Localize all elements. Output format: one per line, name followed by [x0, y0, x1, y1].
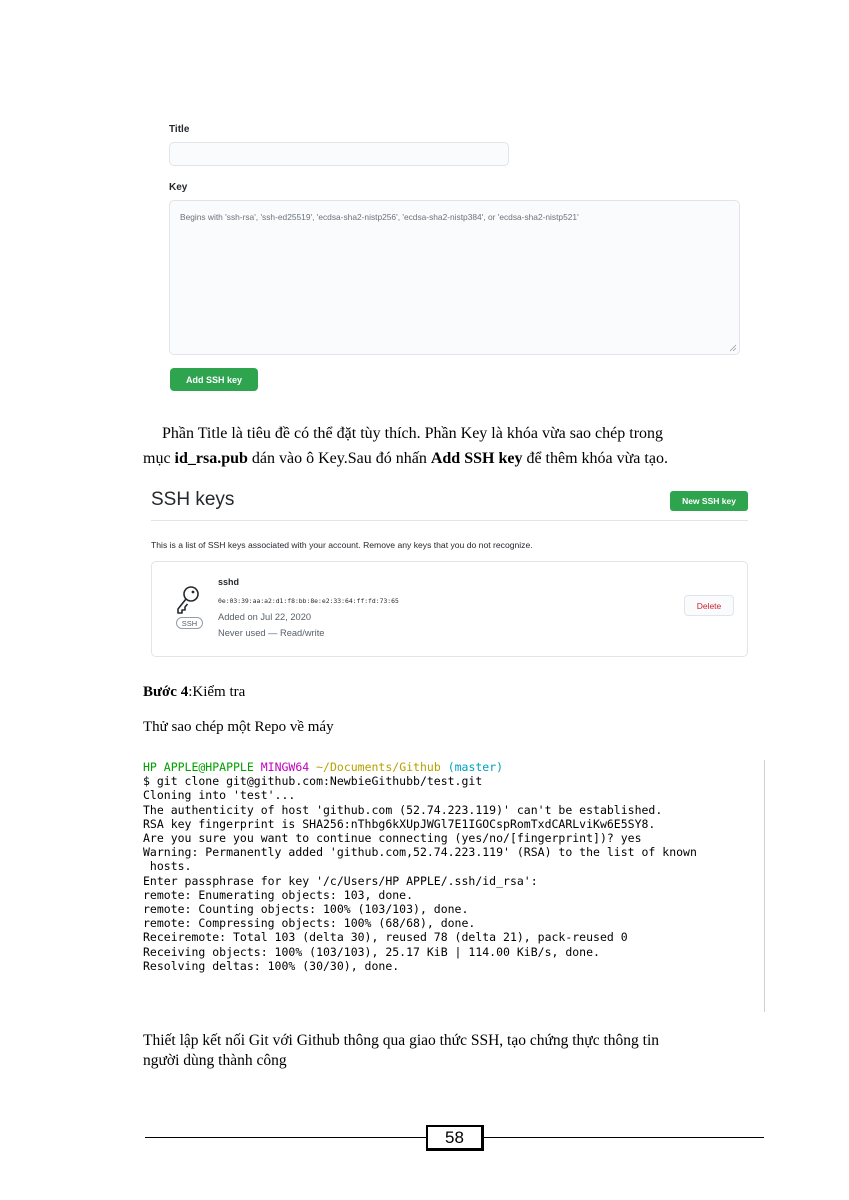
page-number: 58: [426, 1125, 484, 1151]
add-ssh-key-button[interactable]: Add SSH key: [170, 368, 258, 391]
footer-rule-right: [484, 1137, 764, 1138]
ssh-key-card: [151, 561, 748, 657]
conclusion-line-2: người dùng thành công: [143, 1052, 287, 1069]
key-textarea[interactable]: [169, 200, 740, 355]
key-fingerprint: 0e:03:39:aa:a2:d1:f8:bb:8e:e2:33:64:ff:fd:73:65: [218, 597, 399, 605]
title-input[interactable]: [169, 142, 509, 166]
ssh-keys-heading: SSH keys: [151, 489, 235, 510]
resize-grip-icon[interactable]: [729, 344, 737, 352]
terminal-line: $ git clone git@github.com:NewbieGithubb/test.git: [143, 774, 483, 789]
terminal-line: RSA key fingerprint is SHA256:nThbg6kXUpJWGl7E1IGOCspRomTxdCARLviKw6E5SY8.: [143, 816, 656, 831]
step-heading: [143, 684, 245, 701]
title-label: Title: [169, 124, 190, 135]
terminal-line: remote: Enumerating objects: 103, done.: [143, 887, 414, 902]
step-text: :Kiểm tra: [188, 684, 246, 700]
terminal-line: remote: Compressing objects: 100% (68/68), done.: [143, 916, 476, 931]
key-name: sshd: [218, 577, 240, 587]
prompt-branch: (master): [447, 760, 504, 774]
terminal-line: Are you sure you want to continue connecting (yes/no/[fingerprint])? yes: [143, 831, 642, 846]
prompt-path: ~/Documents/Github: [316, 760, 441, 774]
key-icon: [175, 585, 201, 615]
divider: [151, 520, 748, 521]
terminal-line: Cloning into 'test'...: [143, 788, 296, 803]
terminal-line: Enter passphrase for key '/c/Users/HP APPLE/.ssh/id_rsa':: [143, 873, 538, 888]
paragraph-line-2: [143, 446, 668, 471]
filename-bold: id_rsa.pub: [174, 450, 248, 467]
paragraph-text: để thêm khóa vừa tạo.: [522, 450, 668, 467]
ssh-keys-description: This is a list of SSH keys associated with your account. Remove any keys that you do not recognize.: [151, 540, 533, 550]
terminal-line: hosts.: [143, 859, 192, 874]
key-placeholder: Begins with 'ssh-rsa', 'ssh-ed25519', 'ecdsa-sha2-nistp256', 'ecdsa-sha2-nistp384', or 'ecdsa-sha2-nistp521': [180, 212, 579, 222]
terminal-line: Warning: Permanently added 'github.com,52.74.223.119' (RSA) to the list of known: [143, 845, 697, 860]
delete-key-button[interactable]: Delete: [684, 595, 734, 616]
button-name-bold: Add SSH key: [430, 450, 523, 467]
paragraph-text: dán vào ô Key.Sau đó nhấn: [247, 450, 431, 467]
step-label: Bước 4: [143, 684, 189, 700]
terminal-scrollbar: [764, 760, 765, 1012]
prompt-user: HP APPLE@HPAPPLE: [143, 760, 254, 774]
key-usage: Never used — Read/write: [218, 628, 325, 638]
conclusion-line-1: Thiết lập kết nối Git với Github thông qua giao thức SSH, tạo chứng thực thông tin: [143, 1032, 659, 1049]
terminal-line: Receiremote: Total 103 (delta 30), reused 78 (delta 21), pack-reused 0: [143, 930, 628, 945]
terminal-output: [143, 760, 763, 1012]
new-ssh-key-button[interactable]: New SSH key: [670, 491, 748, 511]
terminal-line: Receiving objects: 100% (103/103), 25.17 KiB | 114.00 KiB/s, done.: [143, 944, 600, 959]
key-added-date: Added on Jul 22, 2020: [218, 612, 312, 622]
paragraph-text: mục: [143, 450, 175, 467]
terminal-prompt: [143, 760, 763, 774]
step-subtitle: Thử sao chép một Repo về máy: [143, 719, 334, 735]
prompt-env: MINGW64: [260, 760, 310, 774]
terminal-line: remote: Counting objects: 100% (103/103), done.: [143, 902, 469, 917]
paragraph-line-1: Phần Title là tiêu đề có thể đặt tùy thích. Phần Key là khóa vừa sao chép trong: [162, 425, 664, 442]
terminal-line: Resolving deltas: 100% (30/30), done.: [143, 958, 400, 973]
key-label: Key: [169, 182, 188, 193]
terminal-line: The authenticity of host 'github.com (52.74.223.119)' can't be established.: [143, 802, 663, 817]
footer-rule-left: [145, 1137, 426, 1138]
ssh-badge: SSH: [176, 617, 203, 629]
